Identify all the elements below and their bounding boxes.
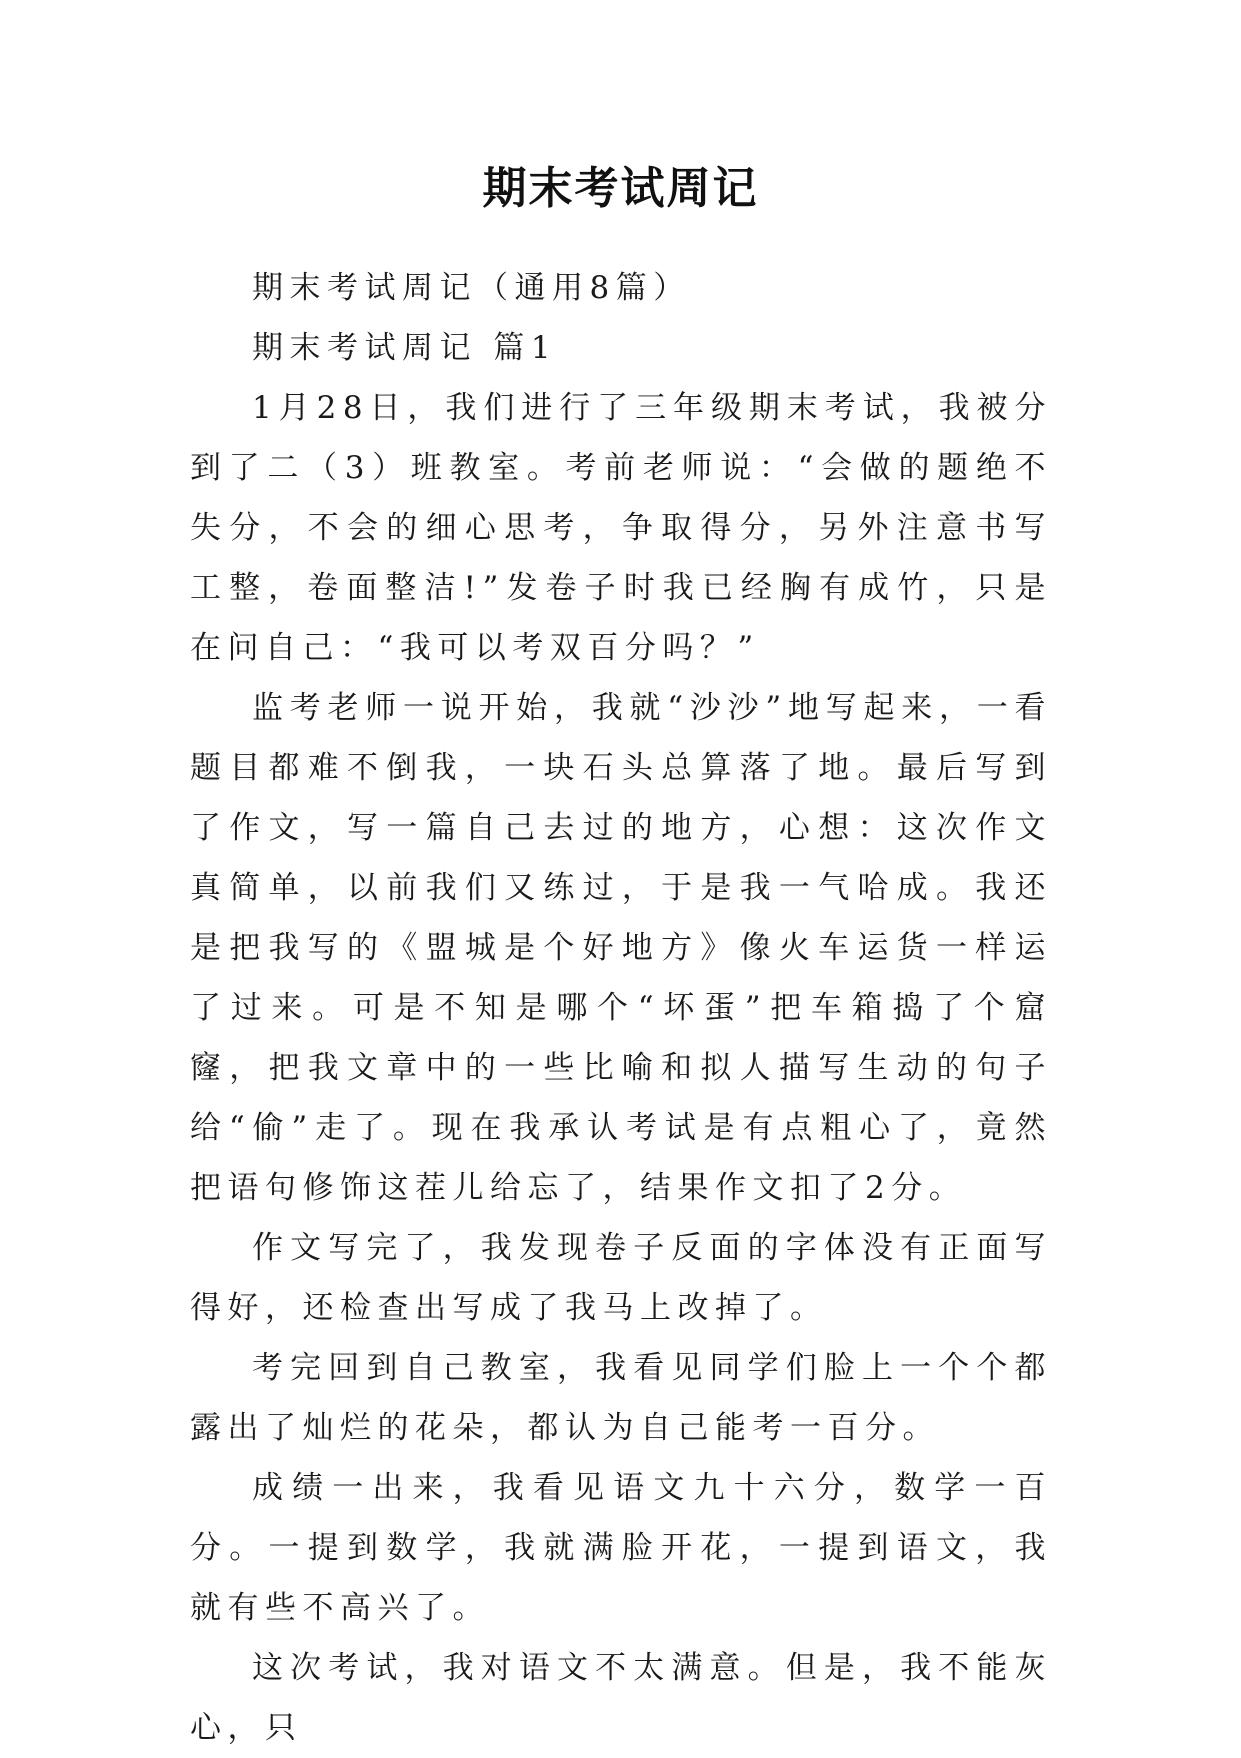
body-paragraph: 考完回到自己教室，我看见同学们脸上一个个都露出了灿烂的花朵，都认为自己能考一百分。: [190, 1350, 1052, 1446]
body-paragraph: 成绩一出来，我看见语文九十六分，数学一百分。一提到数学，我就满脸开花，一提到语文，我就有些不高兴了。: [190, 1470, 1052, 1626]
document-title: 期末考试周记: [482, 163, 759, 214]
section-heading: 期末考试周记 篇1: [252, 330, 558, 366]
body-paragraph: 监考老师一说开始，我就“沙沙”地写起来，一看题目都难不倒我，一块石头总算落了地。最后写到了作文，写一篇自己去过的地方，心想：这次作文真简单，以前我们又练过，于是我一气哈成。我还是把我写的《盟城是个好地方》像火车运货一样运了过来。可是不知是哪个“坏蛋”把车箱捣了个窟窿，把我文章中的一些比喻和拟人描写生动的句子给“偷”走了。现在我承认考试是有点粗心了，竟然把语句修饰这茬儿给忘了，结果作文扣了2分。: [190, 690, 1052, 1206]
body-paragraph: 1月28日，我们进行了三年级期末考试，我被分到了二（3）班教室。考前老师说：“会做的题绝不失分，不会的细心思考，争取得分，另外注意书写工整，卷面整洁!”发卷子时我已经胸有成竹，只是在问自己：“我可以考双百分吗？”: [190, 390, 1052, 666]
document-body: [190, 258, 1052, 1758]
body-paragraph: 这次考试，我对语文不太满意。但是，我不能灰心，只: [190, 1650, 1052, 1746]
subtitle-paragraph: 期末考试周记（通用8篇）: [252, 270, 691, 306]
body-paragraph: 作文写完了，我发现卷子反面的字体没有正面写得好，还检查出写成了我马上改掉了。: [190, 1230, 1052, 1326]
